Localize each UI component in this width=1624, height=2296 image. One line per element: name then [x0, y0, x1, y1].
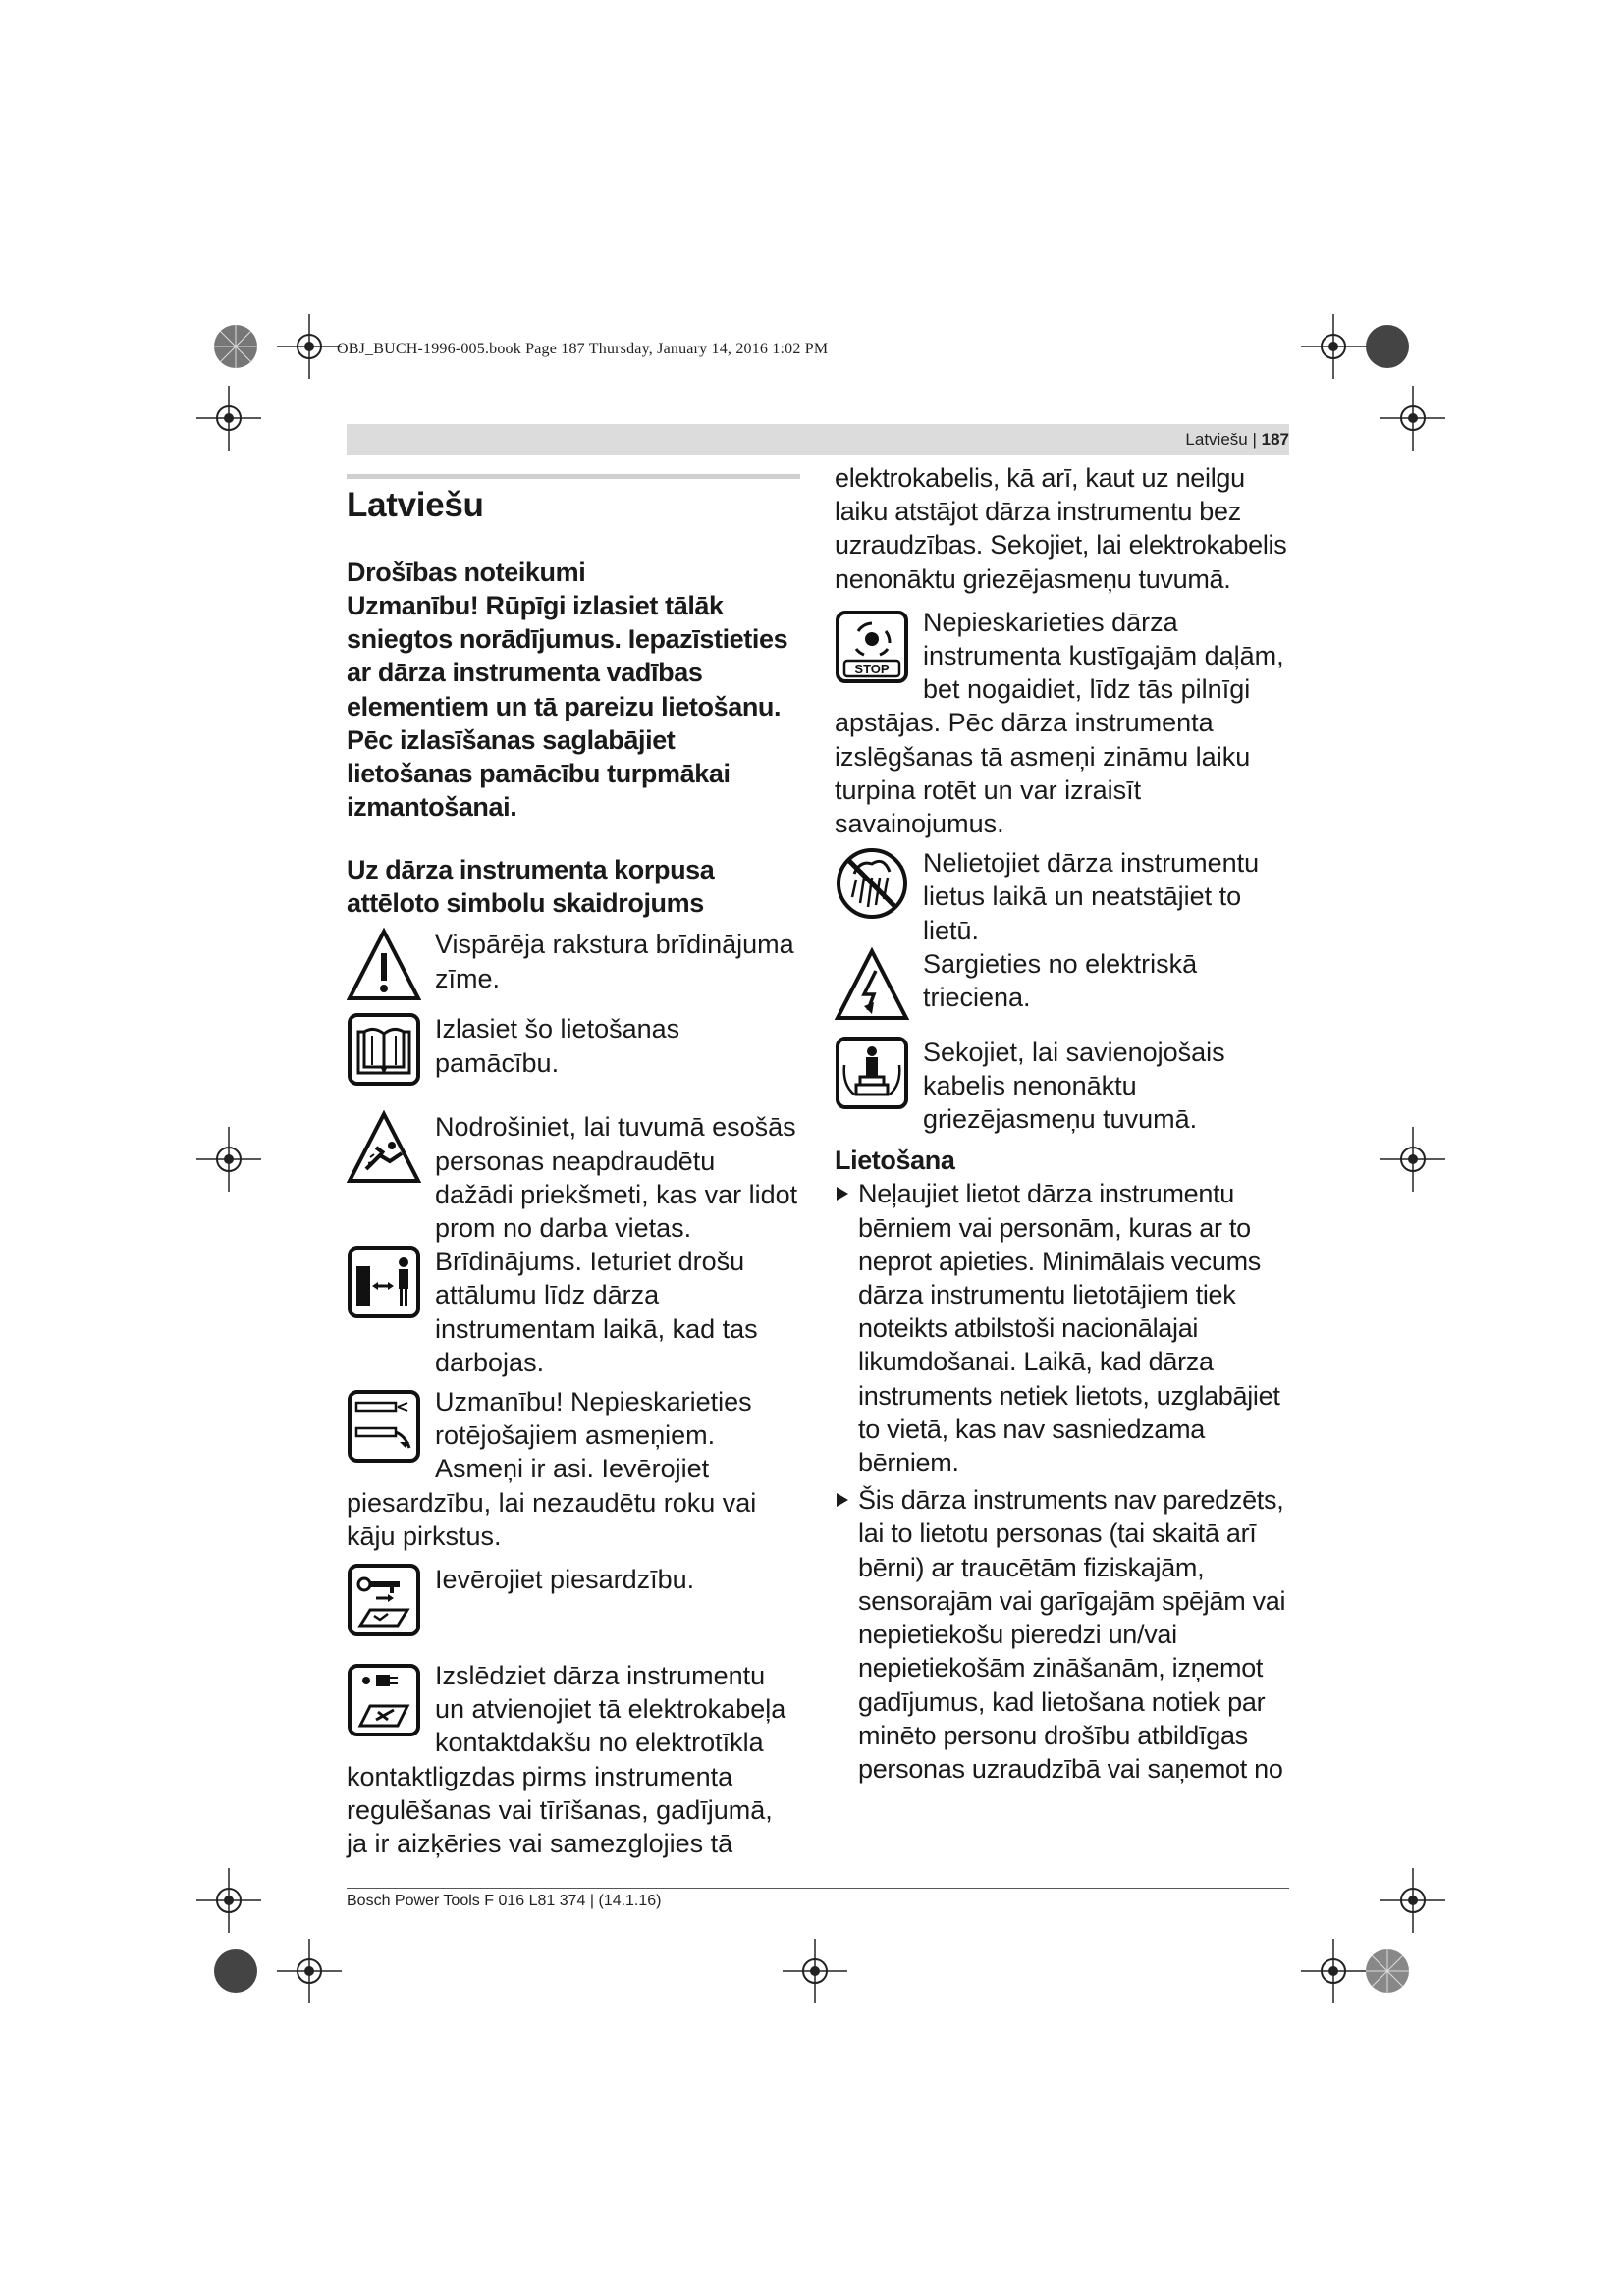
registration-mark-top-left-disc	[213, 324, 258, 369]
crosshair-mark-bottom-center	[783, 1939, 847, 2003]
stop-moving-parts-icon	[835, 610, 909, 684]
electric-shock-icon	[835, 947, 909, 1022]
bullet-triangle-icon	[837, 1187, 848, 1201]
crosshair-mark-right-upper	[1380, 386, 1445, 451]
bullet-triangle-icon	[837, 1493, 848, 1507]
heading-safety: Drošības noteikumi	[347, 558, 586, 587]
heading-use: Lietošana	[835, 1146, 955, 1176]
safe-distance-icon	[347, 1245, 421, 1319]
continued-text: elektrokabelis, kā arī, kaut uz neilgu laiku atstājot dārza instrumentu bez uzraudzības. Sekojiet, lai elektrokabelis nenonāktu griezējasmeņu tuvumā.	[835, 463, 1287, 594]
symbol-text-safe-distance: Brīdinājums. Ieturiet drošu attālumu līdz dārza instrumentam laikā, kad tas darbojas.	[435, 1247, 758, 1377]
heading-symbols: Uz dārza instrumenta korpusa attēloto simbolu skaidrojums	[347, 855, 715, 919]
cable-away-from-blades-icon	[835, 1036, 909, 1110]
symbol-text-read-manual: Izlasiet šo lietošanas pamācību.	[435, 1014, 680, 1078]
registration-mark-bottom-left-disc	[213, 1949, 258, 1994]
symbol-text-caution: Ievērojiet piesardzību.	[435, 1565, 695, 1595]
symbol-row-flying-objects	[347, 1110, 800, 1245]
header-separator: |	[1247, 430, 1262, 449]
crosshair-mark-left-lower	[196, 1868, 261, 1933]
symbol-row-caution	[347, 1563, 800, 1637]
symbol-text-moving-parts: Nepieskarieties dārza instrumenta kustīgajām daļām, bet nogaidiet, līdz tās pilnīgi apstājas. Pēc dārza instrumenta izslēgšanas tā asmeņi zināmu laiku turpina rotēt un var izraisīt savainojumus.	[835, 607, 1284, 839]
right-column	[835, 461, 1288, 1789]
symbol-row-general-warning	[347, 928, 800, 1002]
footer-text: Bosch Power Tools F 016 L81 374 | (14.1.16)	[347, 1893, 662, 1909]
symbol-text-no-rain: Nelietojiet dārza instrumentu lietus laikā un neatstājiet to lietū.	[923, 848, 1260, 945]
list-item	[835, 1483, 1288, 1786]
crosshair-mark-left-middle	[196, 1127, 261, 1192]
crosshair-mark-top-right	[1301, 314, 1366, 379]
warning-triangle-icon	[347, 928, 421, 1002]
safety-warning-1: Uzmanību! Rūpīgi izlasiet tālāk sniegtos norādījumus. Iepazīstieties ar dārza instrumenta vadības elementiem un tā pareizu lietošanu.	[347, 591, 788, 721]
left-column	[347, 474, 800, 1860]
symbol-row-rotating-blades	[347, 1385, 800, 1553]
crosshair-mark-top-left	[277, 314, 342, 379]
caution-icon	[347, 1563, 421, 1637]
symbol-text-disconnect: Izslēdziet dārza instrumentu un atvienojiet tā elektrokabeļa kontaktdakšu no elektrotīkla kontaktligzdas pirms instrumenta regulēšanas vai tīrīšanas, gadījumā, ja ir aizķēries vai samezglojies tā	[347, 1661, 786, 1859]
header-section: Latviešu	[1185, 430, 1248, 449]
list-item-text: Neļaujiet lietot dārza instrumentu bērniem vai personām, kuras ar to neprot apieties. Minimālais vecums dārza instrumentu lietotājiem tiek noteikts atbilstoši nacionālajai likumdošanai. Laikā, kad dārza instruments netiek lietots, uzglabājiet to vietā, kas nav sasniedzama bērniem.	[858, 1179, 1280, 1478]
symbol-text-flying-objects: Nodrošiniet, lai tuvumā esošās personas neapdraudētu dažādi priekšmeti, kas var lidot prom no darba vietas.	[435, 1112, 798, 1244]
list-item-text: Šis dārza instruments nav paredzēts, lai to lietotu personas (tai skaitā arī bērni) ar traucētām fiziskajām, sensorajām vai garīgajām spējām vai nepietiekošu pieredzi un/vai nepietiekošām zināšanām, izņemot gadījumus, kad lietošana notiek par minēto personu drošību atbildīgas personas uzraudzībā vai saņemot no	[858, 1485, 1286, 1784]
page-title: Latviešu	[347, 486, 484, 524]
crosshair-mark-left-upper	[196, 386, 261, 451]
symbol-row-read-manual	[347, 1012, 800, 1087]
registration-mark-top-right-disc	[1365, 324, 1410, 369]
footer-rule	[347, 1888, 1289, 1889]
no-rain-icon	[835, 846, 909, 921]
crosshair-mark-bottom-right	[1301, 1939, 1366, 2003]
symbol-row-electric-shock	[835, 947, 1288, 1022]
header-bar	[347, 424, 1289, 455]
running-header	[1185, 430, 1289, 450]
rotating-blades-icon	[347, 1389, 421, 1464]
symbol-text-rotating-blades: Uzmanību! Nepieskarieties rotējošajiem asmeņiem. Asmeņi ir asi. Ievērojiet piesardzību, lai nezaudētu roku vai kāju pirkstus.	[347, 1387, 757, 1551]
list-item	[835, 1177, 1288, 1479]
usage-list	[835, 1177, 1288, 1786]
print-slug: OBJ_BUCH-1996-005.book Page 187 Thursday, January 14, 2016 1:02 PM	[337, 341, 829, 357]
symbol-row-no-rain	[835, 846, 1288, 947]
symbol-row-disconnect	[347, 1659, 800, 1860]
crosshair-mark-right-lower	[1380, 1868, 1445, 1933]
symbol-row-moving-parts	[835, 606, 1288, 840]
safety-warning-2: Pēc izlasīšanas saglabājiet lietošanas pamācību turpmākai izmantošanai.	[347, 724, 731, 823]
crosshair-mark-bottom-left	[277, 1939, 342, 2003]
symbol-row-cable-blades	[835, 1036, 1288, 1137]
symbol-text-cable-blades: Sekojiet, lai savienojošais kabelis nenonāktu griezējasmeņu tuvumā.	[923, 1037, 1225, 1135]
stop-label: STOP	[854, 661, 890, 676]
unplug-icon	[347, 1663, 421, 1737]
crosshair-mark-right-middle	[1380, 1127, 1445, 1192]
manual-book-icon	[347, 1012, 421, 1087]
symbol-text-electric-shock: Sargieties no elektriskā trieciena.	[923, 948, 1198, 1013]
section-rule	[347, 474, 800, 479]
page-number: 187	[1261, 430, 1289, 449]
symbol-text-general-warning: Vispārēja rakstura brīdinājuma zīme.	[435, 930, 794, 993]
symbol-row-safe-distance	[347, 1245, 800, 1379]
flying-objects-warning-icon	[347, 1110, 421, 1185]
registration-mark-bottom-right-disc	[1365, 1949, 1410, 1994]
